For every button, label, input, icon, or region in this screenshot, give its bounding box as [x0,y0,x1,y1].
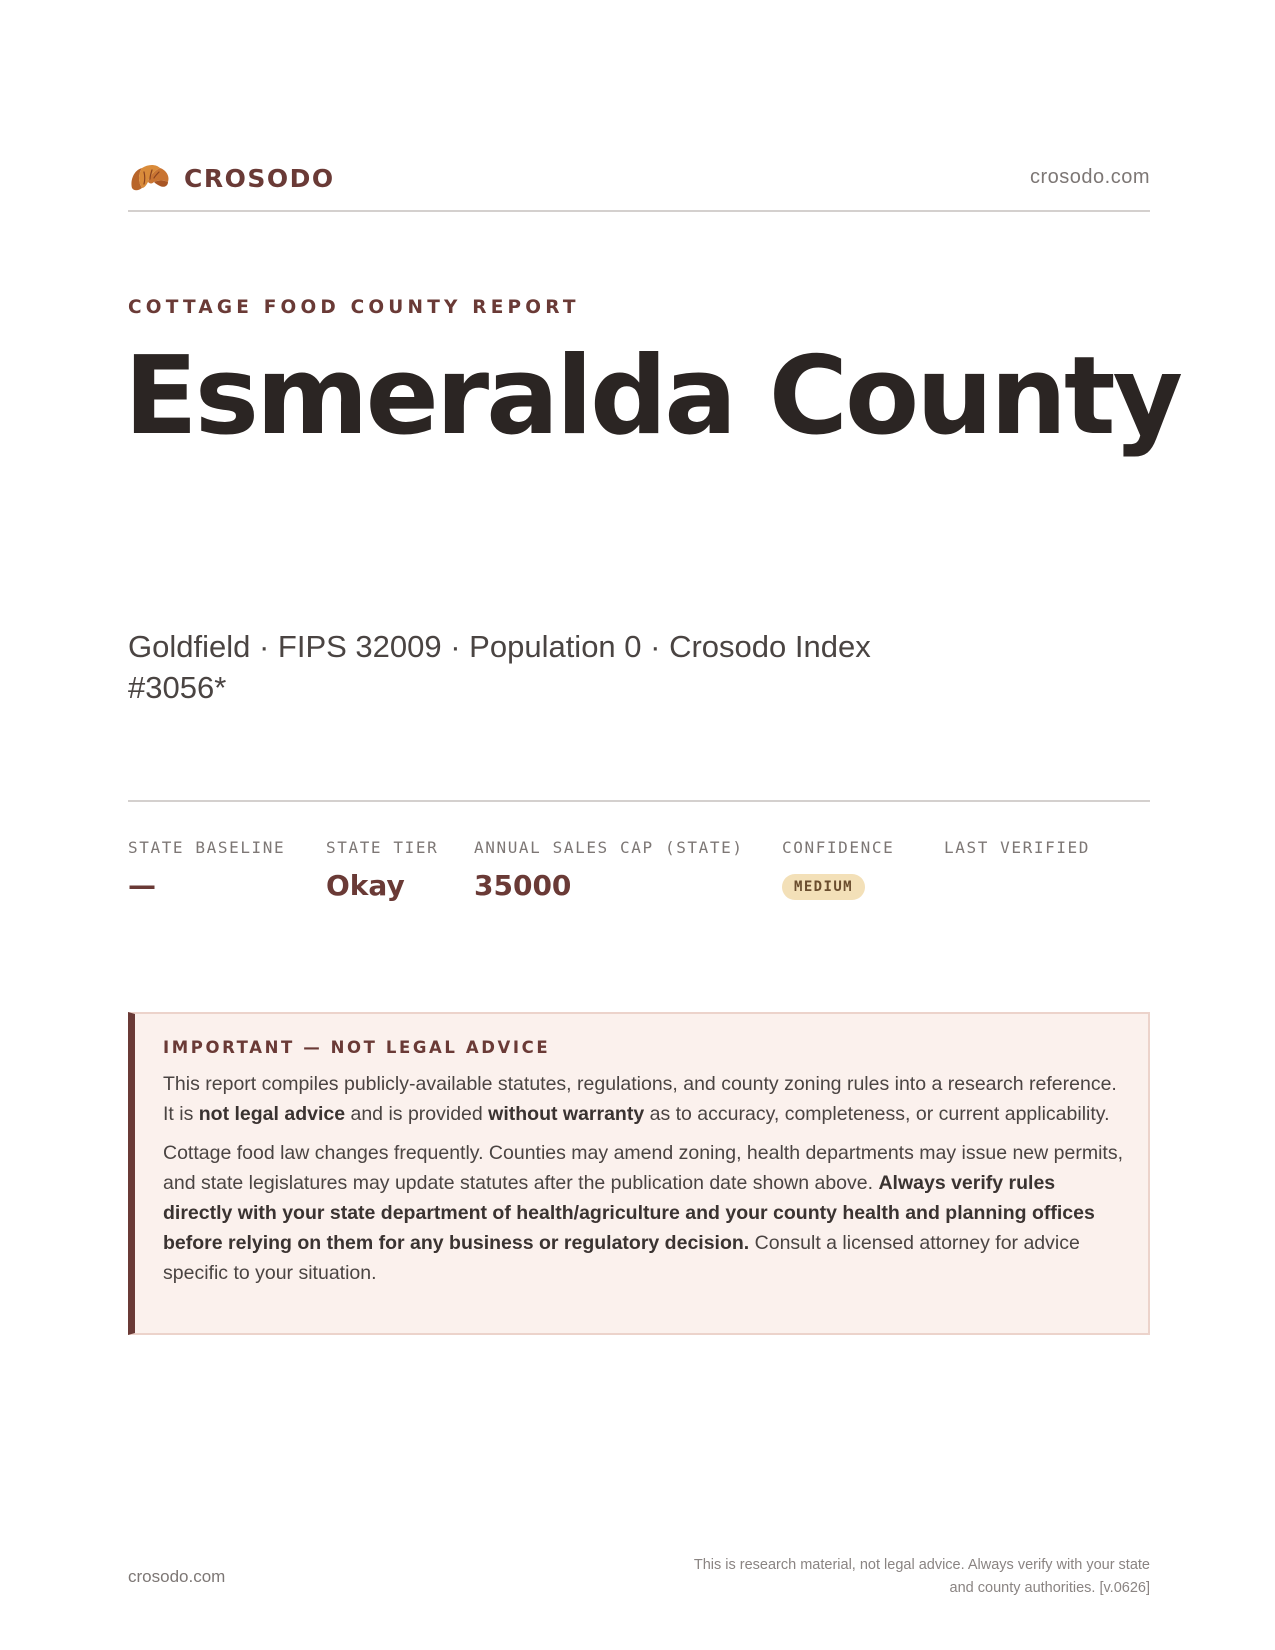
confidence-badge: MEDIUM [782,874,865,900]
stat-label: STATE BASELINE [128,838,286,857]
stat-label: ANNUAL SALES CAP (STATE) [474,838,744,857]
stat-state-baseline [128,838,285,902]
footer-disclaimer [630,1554,1150,1600]
page-header [128,158,1150,212]
stat-annual-sales-cap [474,838,744,902]
header-site-url[interactable]: crosodo.com [1030,166,1150,188]
notice-text: Cottage food law changes frequently. Counties may amend zoning, health departments may issue new permits, and state legislatures may update statutes after the publication date shown above. [163,1142,1123,1194]
stat-value: — [128,869,156,902]
stat-confidence [782,838,894,900]
legal-notice [128,1012,1150,1335]
stat-value: Okay [326,869,405,902]
county-subtitle: Goldfield · FIPS 32009 · Population 0 · Crosodo Index #3056* [128,629,871,705]
report-page [124,0,1181,1650]
notice-emphasis: not legal advice [198,1103,346,1125]
stat-label: LAST VERIFIED [944,838,1091,857]
section-divider [128,800,1150,802]
footer-disclaimer-line: and county authorities. [v.0626] [949,1580,1150,1596]
stat-label: CONFIDENCE [782,838,895,857]
notice-emphasis: Always verify rules directly with your state department of health/agriculture and your county health and planning offices before relying on them for any business or regulatory decision. [163,1172,1095,1254]
notice-text: Consult a licensed attorney for advice specific to your situation. [163,1232,1080,1284]
stat-label: STATE TIER [326,838,439,857]
croissant-icon [128,158,172,198]
notice-paragraph [163,1069,1126,1129]
stat-value: 35000 [474,869,572,902]
notice-paragraph [163,1138,1126,1288]
notice-text: as to accuracy, completeness, or current applicability. [644,1103,1110,1125]
brand-name: CROSODO [184,163,335,193]
notice-text: This report compiles publicly-available statutes, regulations, and county zoning rules into a research reference. It is [163,1073,1117,1125]
footer-disclaimer-line: This is research material, not legal advice. Always verify with your state [693,1557,1150,1573]
page-title: Esmeralda County [124,334,1181,459]
brand [128,158,335,198]
stat-last-verified [944,838,1090,869]
stat-state-tier [326,838,438,902]
notice-title: IMPORTANT — NOT LEGAL ADVICE [163,1038,551,1057]
notice-emphasis: without warranty [488,1103,645,1125]
footer-site-url[interactable]: crosodo.com [128,1567,226,1586]
notice-text: and is provided [345,1103,489,1125]
report-eyebrow: COTTAGE FOOD COUNTY REPORT [128,297,580,318]
